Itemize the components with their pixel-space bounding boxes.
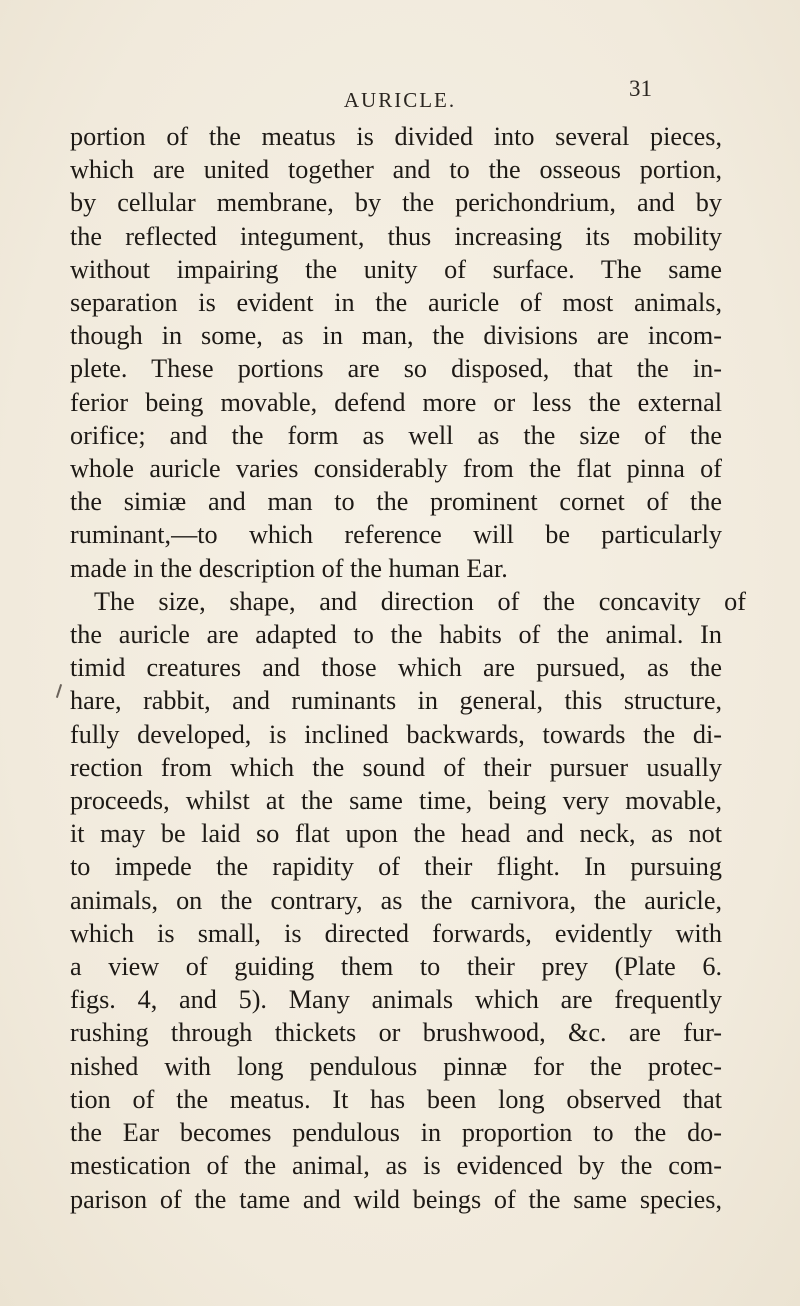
text-line: proceeds, whilst at the same time, being very movable, <box>70 786 722 816</box>
text-line: the reflected integument, thus increasing its mobility <box>70 221 722 251</box>
page-number: 31 <box>629 76 652 101</box>
text-line: separation is evident in the auricle of most animals, <box>70 288 722 318</box>
text-line: fully developed, is inclined backwards, towards the di- <box>70 719 722 749</box>
text-line: by cellular membrane, by the perichondrium, and by <box>70 188 722 218</box>
text-line: mestication of the animal, as is evidenced by the com- <box>70 1151 722 1181</box>
text-line: rushing through thickets or brushwood, &c. are fur- <box>70 1018 722 1048</box>
text-line: which are united together and to the osseous portion, <box>70 155 722 185</box>
text-line: a view of guiding them to their prey (Plate 6. <box>70 952 722 982</box>
text-line: to impede the rapidity of their flight. In pursuing <box>70 852 722 882</box>
text-line: parison of the tame and wild beings of the same species, <box>70 1184 722 1214</box>
text-line: animals, on the contrary, as the carnivora, the auricle, <box>70 885 722 915</box>
text-line: rection from which the sound of their pursuer usually <box>70 752 722 782</box>
text-line: the simiæ and man to the prominent cornet of the <box>70 487 722 517</box>
text-line: it may be laid so flat upon the head and neck, as not <box>70 819 722 849</box>
text-line: hare, rabbit, and ruminants in general, this structure, <box>70 686 722 716</box>
paragraph-2 <box>70 585 746 1216</box>
margin-mark <box>56 684 62 698</box>
body-text <box>70 120 746 1216</box>
paragraph-1 <box>70 120 722 585</box>
text-line: whole auricle varies considerably from the flat pinna of <box>70 454 722 484</box>
text-line: The size, shape, and direction of the concavity of <box>94 586 746 616</box>
running-title: AURICLE. <box>343 88 457 112</box>
text-line: the Ear becomes pendulous in proportion to the do- <box>70 1118 722 1148</box>
text-line: timid creatures and those which are pursued, as the <box>70 653 722 683</box>
text-line: figs. 4, and 5). Many animals which are frequently <box>70 985 722 1015</box>
page-header <box>70 76 730 116</box>
text-line: ruminant,—to which reference will be particularly <box>70 520 722 550</box>
text-line: tion of the meatus. It has been long observed that <box>70 1084 722 1114</box>
text-line: orifice; and the form as well as the size of the <box>70 420 722 450</box>
text-line: plete. These portions are so disposed, that the in- <box>70 354 722 384</box>
text-line: though in some, as in man, the divisions are incom- <box>70 321 722 351</box>
text-line: nished with long pendulous pinnæ for the protec- <box>70 1051 722 1081</box>
text-line: portion of the meatus is divided into several pieces, <box>70 122 722 151</box>
text-line: which is small, is directed forwards, evidently with <box>70 918 722 948</box>
text-line: without impairing the unity of surface. The same <box>70 254 722 284</box>
text-line: the auricle are adapted to the habits of the animal. In <box>70 620 722 650</box>
text-line: made in the description of the human Ear. <box>70 553 508 583</box>
text-line: ferior being movable, defend more or less the external <box>70 387 722 417</box>
